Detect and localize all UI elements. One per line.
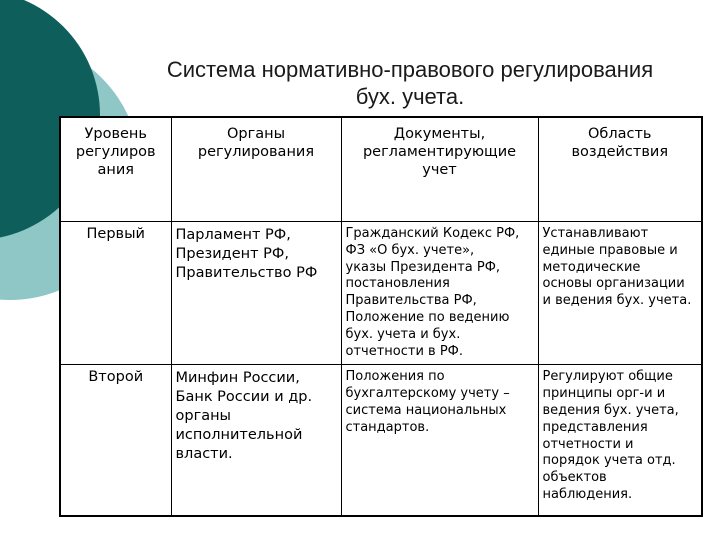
header-documents: Документы, регламентирующие учет xyxy=(341,117,538,222)
header-organs: Органы регулирования xyxy=(171,117,341,222)
slide-title-line-1: Система нормативно-правового регулирования xyxy=(166,57,654,82)
cell-level: Второй xyxy=(60,365,171,516)
cell-area: Регулируют общие принципы орг-и и ведения бух. учета, представления отчетности и порядок учета отд. объектов наблюдения. xyxy=(538,365,702,516)
cell-area: Устанавливают единые правовые и методические основы организации и ведения бух. учета. xyxy=(538,222,702,365)
table-row xyxy=(60,365,702,516)
cell-documents: Гражданский Кодекс РФ, ФЗ «О бух. учете», указы Президента РФ, постановления Правительства РФ, Положение по ведению бух. учета и бух. отчетности в РФ. xyxy=(341,222,538,365)
regulation-table xyxy=(59,116,703,517)
cell-organs: Парламент РФ, Президент РФ, Правительство РФ xyxy=(171,222,341,365)
table-header-row xyxy=(60,117,702,222)
slide-title xyxy=(120,56,700,110)
cell-level: Первый xyxy=(60,222,171,365)
header-level: Уровень регулиров ания xyxy=(60,117,171,222)
cell-documents: Положения по бухгалтерскому учету – система национальных стандартов. xyxy=(341,365,538,516)
table-row xyxy=(60,222,702,365)
cell-organs: Минфин России, Банк России и др. органы исполнительной власти. xyxy=(171,365,341,516)
header-area: Область воздействия xyxy=(538,117,702,222)
slide-title-line-2: бух. учета. xyxy=(355,84,465,109)
